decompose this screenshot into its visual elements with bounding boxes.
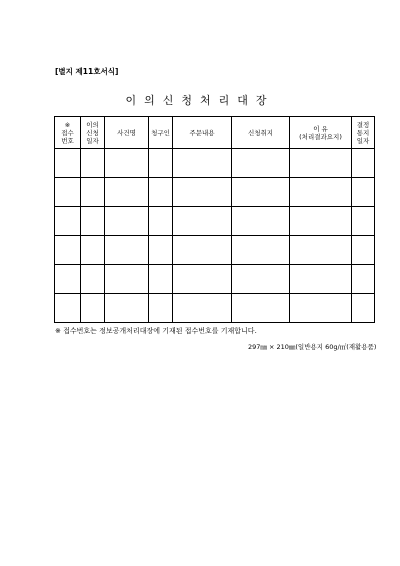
table-cell-case-name	[105, 178, 149, 207]
table-cell-main-content	[173, 149, 232, 178]
objection-register-table	[54, 116, 375, 323]
table-cell-requester	[149, 236, 173, 265]
table-cell-objection-date	[81, 294, 105, 323]
table-cell-objection-date	[81, 265, 105, 294]
table-body	[55, 149, 375, 323]
table-cell-objection-date	[81, 207, 105, 236]
column-header-objection-purpose	[232, 117, 290, 149]
column-header-line: 번호	[61, 136, 74, 145]
column-header-line: 사건명	[117, 128, 136, 137]
column-header-line: 일자	[356, 136, 370, 145]
column-header-line: (처리결과요지)	[299, 132, 342, 141]
table-row	[55, 178, 375, 207]
table-cell-reason	[290, 265, 352, 294]
table-cell-decision-notice-date	[352, 294, 375, 323]
column-header-line: 결정	[356, 120, 370, 129]
table-cell-receipt-no	[55, 236, 81, 265]
table-cell-objection-purpose	[232, 178, 290, 207]
table-cell-case-name	[105, 265, 149, 294]
table-cell-receipt-no	[55, 265, 81, 294]
table-cell-objection-purpose	[232, 149, 290, 178]
table-cell-reason	[290, 207, 352, 236]
table-cell-decision-notice-date	[352, 207, 375, 236]
table-cell-requester	[149, 207, 173, 236]
table-cell-receipt-no	[55, 149, 81, 178]
header-row	[55, 117, 375, 149]
table-cell-case-name	[105, 207, 149, 236]
table-cell-reason	[290, 236, 352, 265]
column-header-main-content	[173, 117, 232, 149]
column-header-line: 신청취지	[247, 128, 274, 137]
table-cell-main-content	[173, 265, 232, 294]
table-cell-requester	[149, 149, 173, 178]
table-cell-decision-notice-date	[352, 265, 375, 294]
table-cell-objection-date	[81, 236, 105, 265]
column-header-decision-notice-date	[352, 117, 375, 149]
table-cell-receipt-no	[55, 294, 81, 323]
column-header-line: 주문내용	[189, 128, 215, 137]
table-cell-case-name	[105, 294, 149, 323]
paper-spec: 297㎜ × 210㎜(일반용지 60g/㎡(재활용품)	[248, 343, 377, 351]
column-header-line: 신청	[86, 128, 99, 137]
table-row	[55, 265, 375, 294]
table-row	[55, 236, 375, 265]
column-header-line: 이 유	[313, 124, 328, 133]
column-header-line: ※	[64, 120, 71, 129]
table-cell-main-content	[173, 294, 232, 323]
table-row	[55, 207, 375, 236]
column-header-case-name	[105, 117, 149, 149]
table-cell-receipt-no	[55, 207, 81, 236]
column-header-line: 청구인	[151, 128, 170, 137]
table-cell-reason	[290, 178, 352, 207]
column-header-line: 통지	[356, 128, 370, 137]
column-header-line: 접수	[61, 128, 74, 137]
column-header-receipt-no	[55, 117, 81, 149]
table-cell-main-content	[173, 207, 232, 236]
column-header-line: 일자	[86, 136, 99, 145]
table-cell-receipt-no	[55, 178, 81, 207]
document-title: 이의신청처리대장	[125, 94, 275, 107]
column-header-line: 이의	[86, 120, 99, 129]
column-header-requester	[149, 117, 173, 149]
table-row	[55, 294, 375, 323]
table-cell-reason	[290, 149, 352, 178]
table-cell-main-content	[173, 236, 232, 265]
table-cell-objection-purpose	[232, 236, 290, 265]
table-cell-objection-date	[81, 149, 105, 178]
table-row	[55, 149, 375, 178]
table-cell-case-name	[105, 149, 149, 178]
table-cell-decision-notice-date	[352, 178, 375, 207]
table-cell-objection-purpose	[232, 265, 290, 294]
table-cell-reason	[290, 294, 352, 323]
form-number-label: [별지 제11호서식]	[55, 67, 119, 76]
column-header-objection-date	[81, 117, 105, 149]
table-cell-requester	[149, 294, 173, 323]
table-cell-decision-notice-date	[352, 149, 375, 178]
table-cell-objection-date	[81, 178, 105, 207]
table-cell-requester	[149, 178, 173, 207]
table-cell-objection-purpose	[232, 294, 290, 323]
table-cell-case-name	[105, 236, 149, 265]
table-cell-main-content	[173, 178, 232, 207]
column-header-reason	[290, 117, 352, 149]
table-cell-objection-purpose	[232, 207, 290, 236]
footnote: ※ 접수번호는 정보공개처리대장에 기재된 접수번호를 기재합니다.	[55, 327, 257, 335]
table-cell-decision-notice-date	[352, 236, 375, 265]
table-cell-requester	[149, 265, 173, 294]
